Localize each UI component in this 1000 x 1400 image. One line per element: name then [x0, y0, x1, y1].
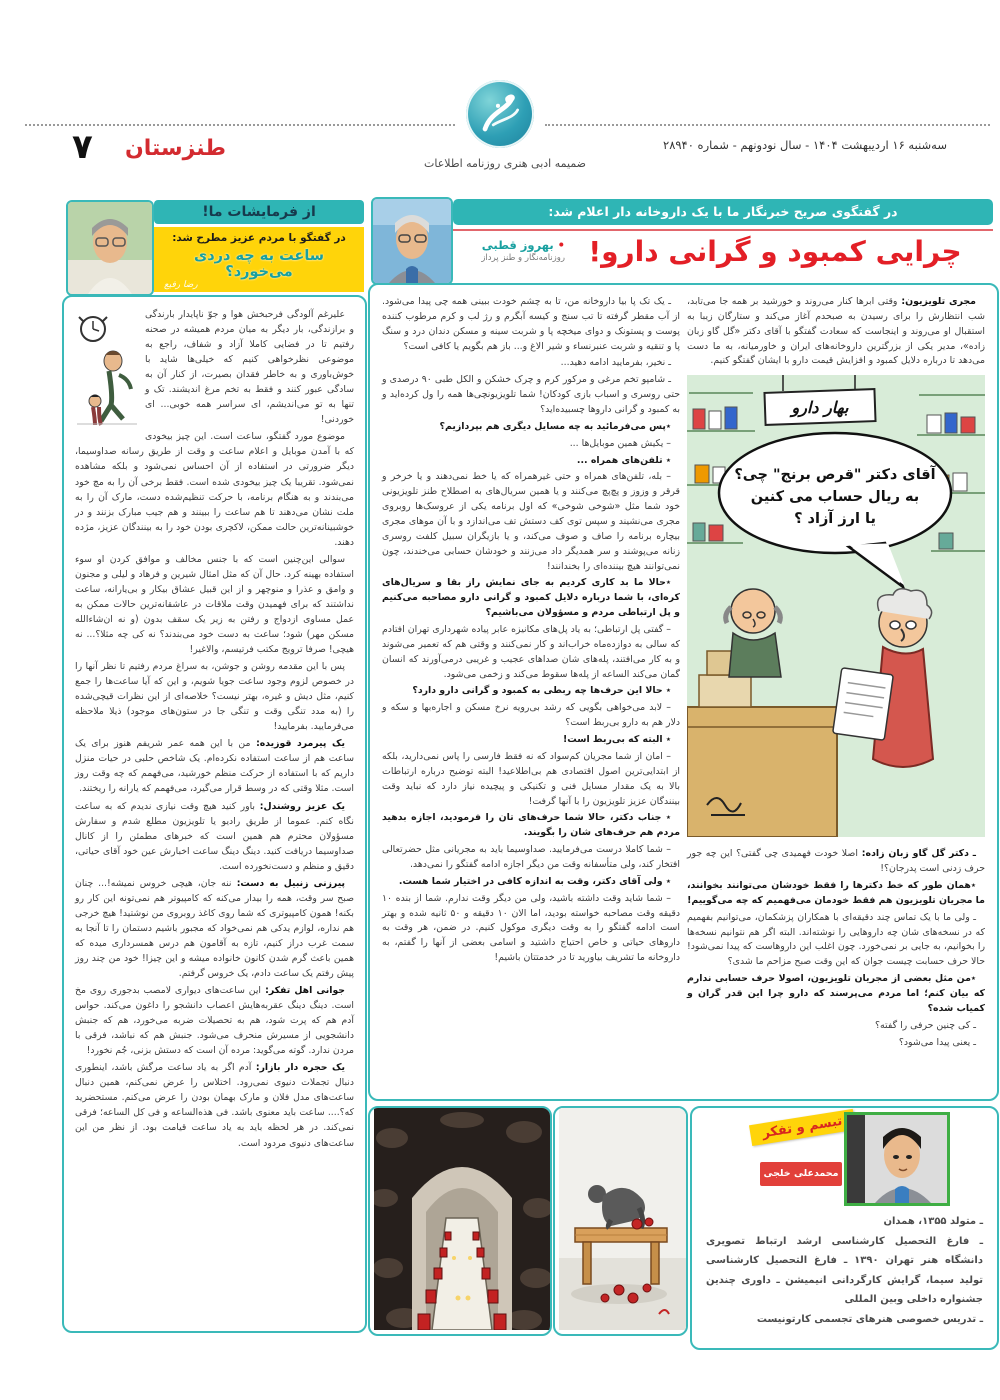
logo-calligraphy-icon: [466, 80, 534, 148]
tunnel-cartoon-box: [368, 1106, 552, 1336]
paragraph: ـ متولد ۱۳۵۵، همدان: [883, 1216, 983, 1227]
paragraph: – بله، تلفن‌های همراه و حتی غیرهمراه که یا خط نمی‌دهند و یا خرخر و قرقر و وزوز و پچ‌پچ می‌کنند و یا همین سریال‌های به اصطلاح طنز تلویزیونی خود شما مثل «شوخی شوخی» که اول برنامه یکی از عروسک‌ها روبروی مجری می‌نشیند و سپس توی کف دستش تف می‌اندازد و با آن موهای مجری بیچاره برنامه را صاف و صوف می‌کند، و یا بازیگران سبیل کلفت روسری زنانه می‌پوشند و سر همدیگر داد می‌زنند و خودشان حسابی می‌خندند، چون نمی‌توانند هیچ بیننده‌ای را بخندانند!: [382, 471, 680, 572]
red-rule: [453, 229, 993, 231]
paragraph: موضوع مورد گفتگو، ساعت است. این چیز بیخودی که با آمدن موبایل و اعلام ساعت و وقت از طریق رسانه صداوسیما، دیگر ضرورتی در استفاده از آن احساس نمی‌شود و بلکه مشاهده نمی‌شود. تقریبا یک چیز بیخودی شده است. فقط برخی آن را به مچ خود می‌بندند و به هنگام برنامه، با حرکت تنظیم‌شده دست، مارک آن را به ملت نشان می‌دهند تا هم ساعت را ببینند و هم جیب مبارک بزنند و در خوشبینانه‌ترین حالت ممکن، لاکچری بودن خود را به بینندگان عزیز، مژده دهند.: [75, 431, 354, 548]
paragraph: – شما شاید وقت داشته باشید، ولی من دیگر وقت ندارم. شما از بنده ۱۰ دقیقه وقت مصاحبه خواسته بودید، اما الان ۱۰ دقیقه و ۵۰ ثانیه شده و بهتر است ادامه گفتگو را به وقت دیگری موکول کنیم. در ضمن، هر وقت به داروهای حیاتی و خاص احتیاج داشتید و اسامی بعضی از آنها را گفتم، به داروخانه ما تشریف بیاورید تا در خدمتتان باشیم!: [382, 892, 681, 964]
paragraph: ٭ تلفن‌های همراه ...: [576, 454, 671, 466]
paragraph: ـ فارغ التحصیل کارشناسی ارشد ارتباط تصویری دانشگاه هنر تهران ۱۳۹۰ ـ فارغ التحصیل کارشناسی تولید سیما، گرایش کارگردانی انیمیشن ـ داوری چندین جشنواره داخلی وبین المللی: [706, 1235, 983, 1305]
khalaji-photo: [844, 1112, 950, 1206]
bubble-line-1: آقای دکتر "قرص برنج" چی؟: [734, 467, 936, 484]
paragraph: ٭ البته که بی‌ربط است!: [563, 734, 671, 746]
main-article-body-box: [368, 283, 999, 1101]
paragraph: ـ ولی ما با یک تماس چند دقیقه‌ای با همکاران پزشکمان، می‌توانیم بفهمیم که در نسخه‌های شان چه داروهایی را نوشته‌اند. البته اگر هم نتوانیم نسخه‌ها را بخوانیم، به جایی بر نمی‌خورد. چون اغلب این داروهاست که پیدا نمی‌شود! حالا حرف حسابت چیست جوان که این وقت صبح مزاحم ما شدی؟: [687, 911, 985, 968]
paragraph: مجری تلویزیون: وقتی ابرها کنار می‌روند و خورشید بر همه جا می‌تابد، شب انتظارش را برای رسیدن به صبحدم آغاز می‌کند و ستارگان زیبا به استقبال او می‌روند و اینجاست که سعادت گفتگو با آقای دکتر «گل گاو زبان زاده»، مدیر یکی از بزرگترین داروخانه‌های ایران و خاورمیانه، به ما دست می‌دهد تا درباره دلایل کمبود و افزایش قیمت دارو با ایشان گفتگو کنیم.: [687, 296, 985, 367]
paragraph: ٭پس می‌فرمائید به چه مسایل دیگری هم بپردازیم؟: [439, 420, 671, 432]
paragraph: ٭ جناب دکتر، حالا شما حرف‌های تان را فرمودید، اجازه بدهید مردم هم حرف‌های شان را بگویند.: [382, 812, 680, 839]
bubble-line-2: به ریال حساب می کنین: [750, 489, 920, 506]
paragraph: ـ یک تک پا بیا داروخانه من، تا به چشم خودت ببینی همه چی پیدا می‌شود. از آب مقطر گرفته تا تب سنج و کیسه آبگرم و رژ لب و کرم مرطوب کننده پوست و پستونک و دوای میخچه پا و شربت سینه و مسکن دندان درد و سنگ پا و تنقیه و شربت عنبرنساء و شیر الاغ و... باز هم بگویم یا کافی است؟: [382, 296, 680, 352]
smile-and-thought-box: [690, 1106, 999, 1350]
section-label: طنزستان: [124, 136, 227, 161]
paragraph: ـ نخیر، بفرمایید ادامه دهید...: [560, 357, 671, 369]
man-on-platform-cartoon: [559, 1108, 686, 1330]
newspaper-logo: [466, 80, 534, 148]
lead-paragraph: [687, 295, 985, 369]
supplement-title: ضمیمه ادبی هنری روزنامه اطلاعات: [423, 157, 587, 170]
paragraph: سوالی این‌چنین است که با جنس مخالف و موافق کردن او سوء استفاده بهینه کرد. حال آن که مثل امثال شیرین و فرهاد و لیلی و مجنون و وامق و عذرا و منوچهر و از این قبیل عشاق بیکار و بی‌یارانه، ساعت نداشتند که برای فهمیدن وقت ملاقات در عاشقانه‌ترین حالات ممکن به عمل مساوی ازدواج و رفتن به زیر یک سقف بدون (و نه ان‌شاءالله مسکن مهر) شود؛ ساعت به دست خود می‌بندند؟ نه کی چه مثلا؟... نه هیچی! صرفا ترویج مکتب فرتیسم، والاغیر!: [75, 553, 354, 656]
byline-name: • بهروز قطبی: [455, 238, 565, 252]
paragraph: ٭ ولی آقای دکتر، وقت به اندازه کافی در اختیار شما هست.: [398, 875, 671, 887]
left-article-body: [75, 307, 354, 1151]
bio-list: [706, 1212, 983, 1329]
paragraph: یک پیرمرد قوزیده: من با این همه عمر شریفم هنوز برای یک ساعت هم از ساعت استفاده نکرده‌ام. یک شاخص حلبی در حیات منزل داریم که با استفاده از حرکت منظم خورشید، می‌فهمم که چه وقت روز است. مثلا وقتی که در وسط قرار می‌گیرد، می‌فهمم که یارانه را ریختند.: [75, 738, 354, 795]
pharmacy-cartoon-illustration: [687, 375, 985, 837]
paragraph: ـ کی چنین حرفی را گفته؟: [875, 1019, 976, 1031]
clock-cartoon-illustration: [75, 309, 139, 431]
paragraph: – امان از شما مجریان کم‌سواد که نه فقط فارسی را پاس نمی‌دارید، بلکه از ابتدایی‌ترین اصول اقتصادی هم بی‌اطلاعید! البته توضیح درباره ارتباطات بالا به یک مقدار مسایل فنی و تکنیکی و پیچیده نیاز دارد که نباید وقت بینندگان عزیز تلویزیون را با آنها گرفت!: [382, 750, 680, 807]
paragraph: – لابد می‌خواهی بگویی که رشد بی‌رویه نرخ مسکن و اجاره‌بها و سکه و دلار هم به دارو بی‌ربط است؟: [382, 702, 680, 729]
main-article-kicker: در گفتگوی صریح خبرنگار ما با یک داروخانه دار اعلام شد:: [453, 199, 993, 225]
header-dotted-rule-right: [25, 124, 455, 126]
paragraph: یک عزیز روشندل: باور کنید هیچ وقت نیازی ندیدم که به ساعت نگاه کنم. عموما از طریق رادیو یا تلویزیون مطلع شدم و سفارش مسؤولان محترم هم همین است که خبرهای مطمئن را از کانال صداوسیما دریافت کنید. دینگ دینگ ساعت اخبارش عین خود آقای حیاتی، دقیق و منظم و دست‌نخورده است.: [75, 800, 354, 872]
paragraph: ٭من مثل بعضی از مجریان تلویزیون، اصولا حرف حسابی ندارم که بیان کنم؛ اما مردم می‌پرسند که دارو چرا این قدر گران و کمیاب شده؟: [687, 973, 985, 1014]
paragraph: جوانی اهل تفکر: این ساعت‌های دیواری لامصب بدجوری روی مخ است. دینگ دینگ عقربه‌هایش اعصاب دانشجو را داغون می‌کند. حواس آدم هم که پرت شود، هم به تحصیلات ضربه می‌خورد، هم که جنبش دانشجویی از مسیرش منحرف می‌شود. جنبش هم که نباشد، فرقی با مردن ندارد. گوته می‌گوید: مرده آن است که دستش بزنی، جُم نخورد!: [75, 985, 354, 1057]
platform-cartoon-box: [553, 1106, 688, 1336]
portrait-man-black-hair: [847, 1115, 947, 1203]
paragraph: – یکیش همین موبایل‌ها ...: [569, 437, 671, 449]
left-article-body-box: [62, 295, 367, 1333]
left-article-subtitle: ساعت به چه دردی می‌خورد؟: [193, 248, 325, 280]
paragraph: ـ یعنی پیدا می‌شود؟: [898, 1036, 976, 1048]
paragraph: ـ دکتر گل گاو زبان زاده: اصلا خودت فهمیدی چی گفتی؟ این چه جور حرف زدنی است پدرجان؟!: [687, 848, 985, 875]
paragraph: پیرزنی زنبیل به دست: ننه جان، هیچی خروس نمیشه!... چنان صبح سر وقت، همه را بیدار می‌کنه که کامپیوتر هم نمی‌تونه این کار رو بکنه! همون کامپیوتری که شما روی کاغذ روبروی من نوشتید! هیچ خرجی هم نداره، لوازم یدکی هم نمی‌خواد که مجبور باشیم دستمان را تا آنجا به سمت غرب دراز کنیم، تازه به آقامون هم درس همسرداری میده که همین باعث گرم شدن کانون خانواده میشه و این چیزا! خود من چند روز پیش رفتم یک ساعت دادم، یک خروس گرفتم.: [75, 877, 354, 980]
portrait-man-white-hair: [373, 199, 451, 283]
left-article-author: رضا رفیع: [164, 280, 198, 290]
paragraph: ـ شامپو تخم مرغی و مرکور کرم و چرک خشکن و الکل طبی ۹۰ درصدی و حتی روسری و اسباب بازی کودکان! شما تلویزیونچی‌ها همه را ول کرده‌اید و به کمبود و گرانی داروها چسبیده‌اید؟: [382, 374, 680, 416]
left-author-photo: [66, 200, 154, 296]
main-column-left: [382, 295, 680, 968]
header-dotted-rule-left: [545, 124, 990, 126]
main-headline: چرایی کمبود و گرانی دارو!: [588, 235, 962, 268]
paragraph: ٭همان طور که خط دکترها را فقط خودشان می‌توانند بخوانند، ما مجریان تلویزیون هم فقط خودمان می‌فهمیم که چه می‌گوییم!: [687, 880, 985, 906]
paragraph: – گفتی پل ارتباطی؛ به یاد پل‌های مکانیزه عابر پیاده شهرداری تهران افتادم که سالی به دوازده‌ماه خراب‌اند و کار نمی‌کنند و وقتی هم که تعمیر می‌شوند و به کار می‌افتند، پله‌های شان صداهای عجیب و غریبی درمی‌آورند که انسان گمان می‌کند الساعه از پله‌ها سقوط می‌کند و زخمی می‌شود.: [382, 624, 680, 680]
left-article-kicker: در گفتگو با مردم عزیز مطرح شد:: [172, 232, 346, 244]
cartoonist-name: محمدعلی خلجی: [760, 1162, 842, 1186]
bubble-line-3: یا ارز آزاد ؟: [794, 511, 876, 528]
paragraph: پس با این مقدمه روشن و جوشن، به سراغ مردم رفتیم تا نظر آنها را در خصوص لزوم وجود ساعت جویا شویم، و این که آیا ساعت‌ها را جمع کنیم، مثل دیش و غیره، بهتر نیست؟ خلاصه‌ای از این نظرات قیچی‌شده را (به مدد تنگی وقت و تنگی جا در ستون‌های موجود) ذیلا ملاحظه می‌فرمایید. بفرمایید!: [75, 661, 354, 733]
paragraph: – شما کاملا درست می‌فرمایید. صداوسیما باید به مجریانی مثل حضرتعالی افتخار کند، ولی متأسفانه وقت من دیگر اجازه ادامه گفتگو را نمی‌دهد.: [382, 844, 680, 870]
left-article-title: از فرمایشات ما!: [154, 200, 364, 224]
smile-ribbon-wrap: [750, 1113, 855, 1142]
pharmacy-sign-text: بهار دارو: [791, 398, 849, 418]
paragraph: علیرغم آلودگی فرحبخش هوا و جوّ ناپایدار بارندگی و برازندگی، بار دیگر به میان مردم همیشه در صحنه رفتیم تا در فضایی کاملا آزاد و شفاف، راجع به موضوعی نظرخواهی کنیم که خیلی‌ها شاید با خوش‌باوری و به خاطر فقدان بصیرت، از کنار آن به سادگی عبور کنند و فقط به تخم مرغ اندیشند. تک و تنها به تو می‌اندیشم، ای سراسر همه خوبی... ای خوردنی!: [145, 309, 354, 426]
byline-block: [455, 238, 565, 263]
date-line: سه‌شنبه ۱۶ اردیبهشت ۱۴۰۴ - سال نودونهم - شماره ۲۸۹۴۰: [663, 138, 947, 152]
page-number: ۷: [72, 127, 93, 167]
tunnel-banquet-cartoon: [374, 1108, 550, 1330]
byline-role: روزنامه‌نگار و طنز پرداز: [481, 253, 565, 263]
left-article-highlight-box: [154, 227, 364, 292]
paragraph: یک حجره دار بازار: آدم اگر به یاد ساعت مرگش باشد، اینطوری دنبال تجملات دنیوی نمی‌رود. اختلاس را عرض نمی‌کنم، همین دنبال ساعت‌های مدل فلان و مارک بهمان بودن را عرض می‌کنم. مستحضرید که؟.... ساعت باید معنوی باشد. فی هذه‌الساعه و فی کل الساعه؛ فرقی نمی‌کند. در هر لحظه باید به یاد ساعت قیامت بود. از نظر من این ساعت‌های دنیوی مردود است.: [75, 1062, 354, 1149]
smile-ribbon: تبسم و تفکر: [749, 1109, 856, 1146]
main-column-right: [687, 295, 985, 1052]
paragraph: ـ تدریس خصوصی هنرهای تجسمی کارتونیست: [756, 1313, 983, 1325]
qa-right-bottom: [687, 847, 985, 1050]
left-article-paragraphs: [75, 307, 354, 1151]
paragraph: ٭حالا ما بد کاری کردیم به جای نمایش راز بقا و سریال‌های کره‌ای، با شما درباره دلایل کمبود و گرانی دارو مصاحبه می‌کنیم و پل ارتباطی مردم و مسؤولان می‌باشیم؟: [382, 577, 680, 619]
portrait-man-gray-hair: [68, 202, 152, 294]
qa-left-column: [382, 295, 680, 966]
paragraph: ٭ حالا این حرف‌ها چه ربطی به کمبود و گرانی دارو دارد؟: [412, 685, 671, 697]
reporter-photo: [371, 197, 453, 285]
